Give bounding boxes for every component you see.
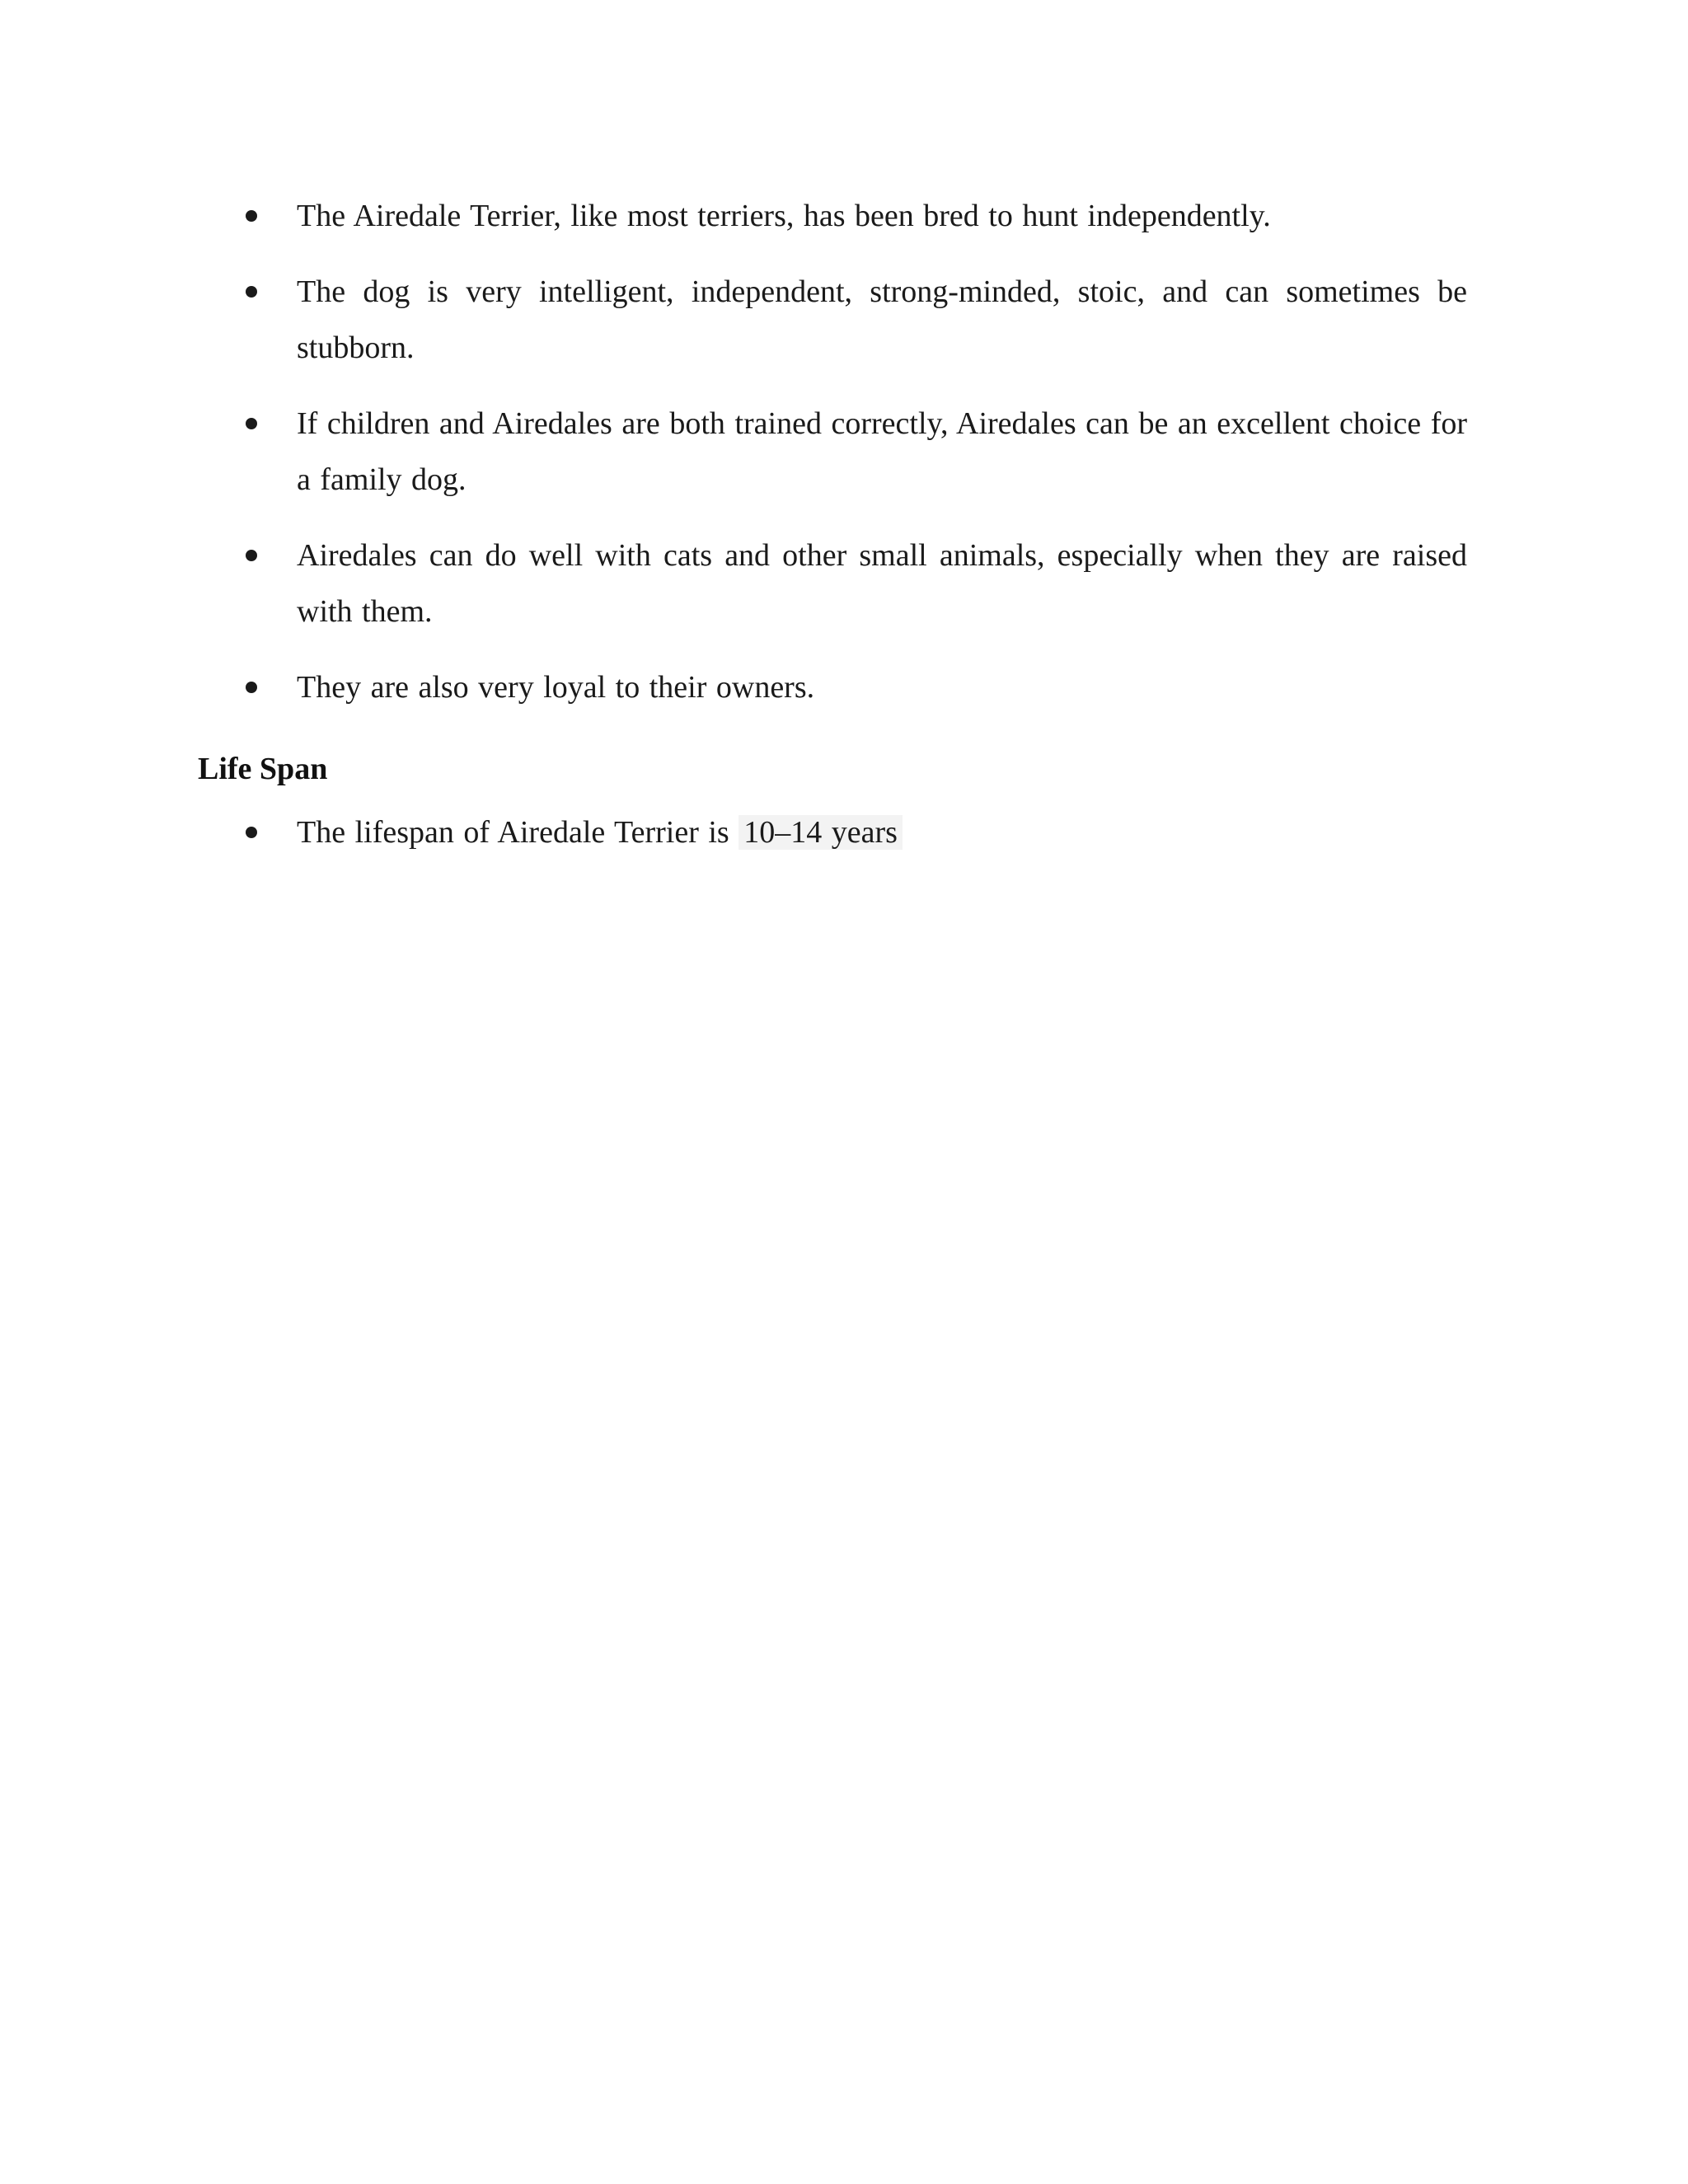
list-item [198, 659, 1467, 715]
bullet-icon [246, 210, 257, 222]
bullet-icon [246, 682, 257, 693]
bullet-icon [246, 550, 257, 561]
bullet-icon [246, 827, 257, 838]
lifespan-text: The lifespan of Airedale Terrier is [297, 815, 739, 850]
list-item [198, 264, 1467, 376]
list-item-text: The dog is very intelligent, independent, strong-minded, stoic, and can sometimes be stubborn. [297, 274, 1467, 365]
temperament-list [198, 188, 1467, 735]
list-item [198, 804, 1467, 860]
list-item [198, 396, 1467, 508]
lifespan-value: 10–14 years [738, 815, 903, 850]
list-item-text: The Airedale Terrier, like most terriers, has been bred to hunt independently. [297, 199, 1271, 233]
list-item [198, 527, 1467, 640]
list-item-text: They are also very loyal to their owners. [297, 670, 815, 705]
list-item-text: If children and Airedales are both trained correctly, Airedales can be an excellent choice for a family dog. [297, 406, 1467, 497]
life-span-list [198, 804, 1467, 860]
list-item-text: Airedales can do well with cats and other small animals, especially when they are raised with them. [297, 538, 1467, 629]
life-span-heading: Life Span [198, 752, 328, 786]
bullet-icon [246, 286, 257, 298]
list-item [198, 188, 1467, 244]
bullet-icon [246, 418, 257, 429]
